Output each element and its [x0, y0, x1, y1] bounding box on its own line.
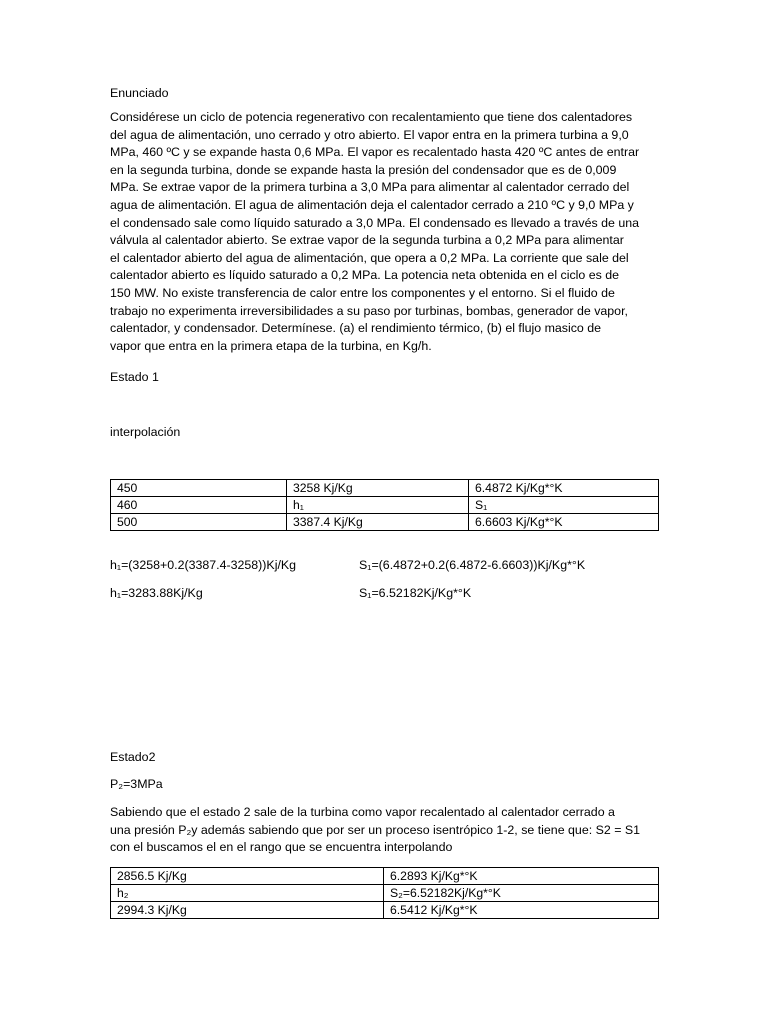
statement-line: MPa, 460 ºC y se expande hasta 0,6 MPa. El vapor es recalentado hasta 420 ºC antes de entrar — [110, 145, 640, 160]
statement-line: calentador, y condensador. Determínese. (a) el rendimiento térmico, (b) el flujo masico de — [110, 321, 602, 336]
h1-equation: h₁=(3258+0.2(3387.4-3258))Kj/Kg — [110, 558, 297, 572]
table-cell: 6.5412 Kj/Kg*°K — [384, 902, 659, 919]
statement-line: el calentador abierto del agua de alimentación, que opera a 0,2 MPa. La corriente que sale del — [110, 250, 629, 265]
s1-result: S₁=6.52182Kj/Kg*°K — [359, 586, 472, 600]
table-row — [111, 868, 659, 885]
statement-line: Considérese un ciclo de potencia regenerativo con recalentamiento que tiene dos calentadores — [110, 110, 633, 124]
table-cell: 6.2893 Kj/Kg*°K — [384, 868, 659, 885]
estado2-description — [110, 804, 658, 857]
statement-line: válvula al calentador abierto. Se extrae vapor de la segunda turbina a 0,2 MPa para alimentar — [110, 233, 624, 248]
table-cell: 3258 Kj/Kg — [287, 480, 469, 497]
statement-line: del agua de alimentación, uno cerrado y otro abierto. El vapor entra en la primera turbina a 9,0 — [110, 127, 629, 142]
table-cell: 2856.5 Kj/Kg — [111, 868, 384, 885]
table-cell: 6.6603 Kj/Kg*°K — [469, 514, 659, 531]
table-cell: 450 — [111, 480, 287, 497]
table-row — [111, 885, 659, 902]
heading-enunciado: Enunciado — [110, 86, 169, 100]
table-cell: S₂=6.52182Kj/Kg*°K — [384, 885, 659, 902]
table-cell: 500 — [111, 514, 287, 531]
description-line: Sabiendo que el estado 2 sale de la turbina como vapor recalentado al calentador cerrado a — [110, 805, 615, 819]
statement-line: el condensado sale como líquido saturado a 3,0 MPa. El condensado es llevado a través de una — [110, 215, 640, 230]
table-row — [111, 497, 659, 514]
table-cell: S₁ — [469, 497, 659, 514]
statement-line: en la segunda turbina, donde se expande hasta la presión del condensador que es de 0,009 — [110, 162, 617, 177]
table-cell: 6.4872 Kj/Kg*°K — [469, 480, 659, 497]
statement-line: trabajo no experimenta irreversibilidades a su paso por turbinas, bombas, generador de vapor, — [110, 303, 628, 318]
h1-result: h₁=3283.88Kj/Kg — [110, 586, 203, 600]
description-line: con el buscamos el en el rango que se encuentra interpolando — [110, 840, 453, 855]
interpolation-label: interpolación — [110, 425, 181, 439]
table-cell: h₂ — [111, 885, 384, 902]
statement-line: calentador abierto es líquido saturado a 0,2 MPa. La potencia neta obtenida en el ciclo es de — [110, 268, 620, 283]
estado2-pressure: P₂=3MPa — [110, 777, 163, 791]
table-row — [111, 480, 659, 497]
table-row — [111, 514, 659, 531]
statement-line: vapor que entra en la primera etapa de la turbina, en Kg/h. — [110, 338, 432, 353]
statement-line: MPa. Se extrae vapor de la primera turbina a 3,0 MPa para alimentar al calentador cerrado del — [110, 180, 630, 195]
table-cell: h₁ — [287, 497, 469, 514]
problem-statement — [110, 109, 658, 355]
estado2-title: Estado2 — [110, 750, 156, 764]
estado2-table — [110, 867, 659, 919]
statement-line: agua de alimentación. El agua de alimentación deja el calentador cerrado a 210 ºC y 9,0 MPa y — [110, 197, 634, 212]
table-cell: 460 — [111, 497, 287, 514]
estado1-title: Estado 1 — [110, 370, 159, 384]
description-line: una presión P₂y además sabiendo que por ser un proceso isentrópico 1-2, se tiene que: S2 = S1 — [110, 822, 641, 837]
table-row — [111, 902, 659, 919]
estado1-table — [110, 479, 659, 531]
s1-equation: S₁=(6.4872+0.2(6.4872-6.6603))Kj/Kg*°K — [359, 558, 586, 572]
table-cell: 3387.4 Kj/Kg — [287, 514, 469, 531]
statement-line: 150 MW. No existe transferencia de calor entre los componentes y el entorno. Si el fluido de — [110, 285, 615, 300]
table-cell: 2994.3 Kj/Kg — [111, 902, 384, 919]
